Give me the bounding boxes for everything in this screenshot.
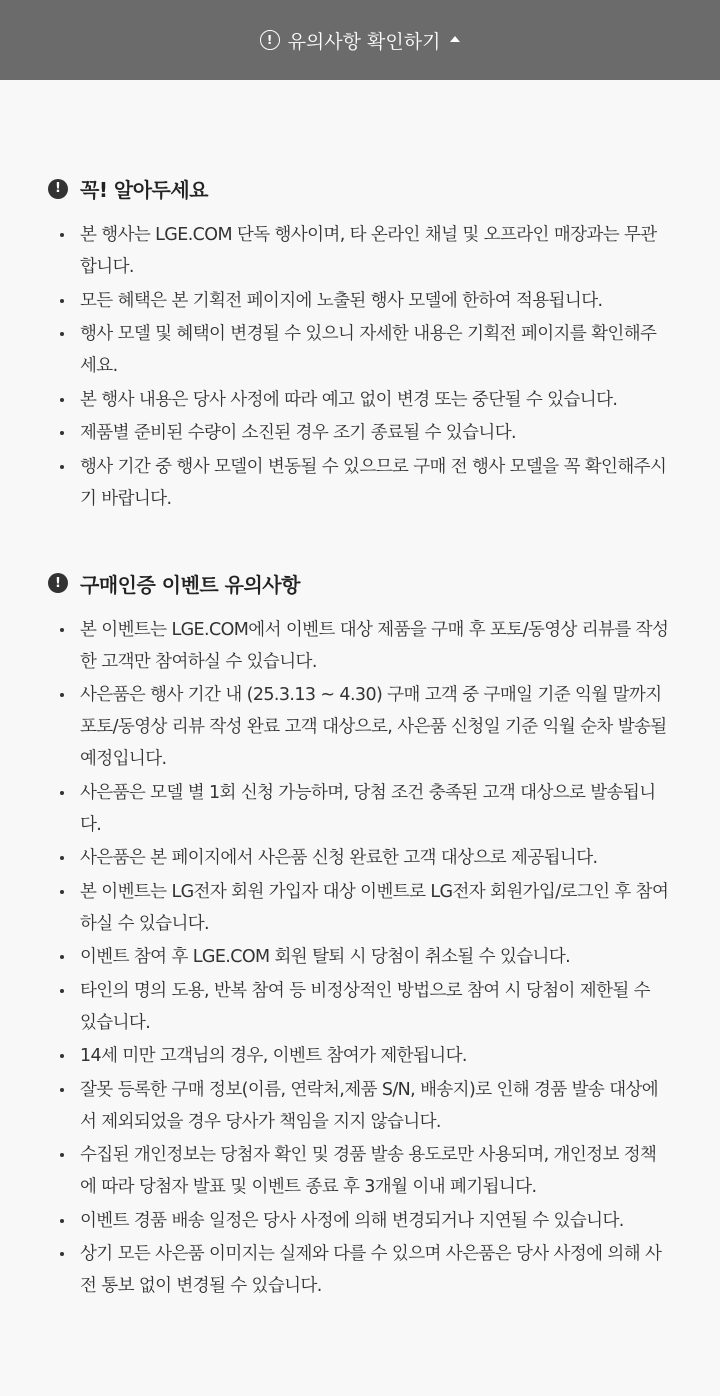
alert-icon: ! — [48, 179, 68, 199]
notice-list — [48, 219, 670, 515]
notice-section-purchase-event — [48, 569, 670, 1303]
list-item: 제품별 준비된 수량이 소진된 경우 조기 종료될 수 있습니다. — [48, 417, 670, 449]
list-item: 행사 모델 및 혜택이 변경될 수 있으니 자세한 내용은 기획전 페이지를 확인해주세요. — [48, 318, 670, 382]
section-title: 구매인증 이벤트 유의사항 — [80, 572, 300, 597]
list-item: 사은품은 본 페이지에서 사은품 신청 완료한 고객 대상으로 제공됩니다. — [48, 842, 670, 874]
list-item: 본 이벤트는 LG전자 회원 가입자 대상 이벤트로 LG전자 회원가입/로그인 후 참여하실 수 있습니다. — [48, 876, 670, 940]
list-item: 타인의 명의 도용, 반복 참여 등 비정상적인 방법으로 참여 시 당첨이 제한될 수 있습니다. — [48, 975, 670, 1039]
list-item: 행사 기간 중 행사 모델이 변동될 수 있으므로 구매 전 행사 모델을 꼭 확인해주시기 바랍니다. — [48, 451, 670, 515]
list-item: 본 행사 내용은 당사 사정에 따라 예고 없이 변경 또는 중단될 수 있습니다. — [48, 384, 670, 416]
list-item: 사은품은 모델 별 1회 신청 가능하며, 당첨 조건 충족된 고객 대상으로 발송됩니다. — [48, 777, 670, 841]
list-item: 이벤트 참여 후 LGE.COM 회원 탈퇴 시 당첨이 취소될 수 있습니다. — [48, 941, 670, 973]
notice-section-must-know — [48, 174, 670, 515]
list-item: 본 이벤트는 LGE.COM에서 이벤트 대상 제품을 구매 후 포토/동영상 리뷰를 작성한 고객만 참여하실 수 있습니다. — [48, 614, 670, 678]
section-header — [48, 569, 670, 598]
alert-icon: ! — [48, 573, 68, 593]
list-item: 본 행사는 LGE.COM 단독 행사이며, 타 온라인 채널 및 오프라인 매장과는 무관합니다. — [48, 219, 670, 283]
list-item: 잘못 등록한 구매 정보(이름, 연락처,제품 S/N, 배송지)로 인해 경품 발송 대상에서 제외되었을 경우 당사가 책임을 지지 않습니다. — [48, 1074, 670, 1138]
section-title: 꼭! 알아두세요 — [80, 178, 209, 202]
notice-toggle-button[interactable] — [0, 0, 720, 80]
notice-list — [48, 614, 670, 1303]
section-header — [48, 174, 670, 203]
notice-toggle-label: 유의사항 확인하기 — [287, 30, 441, 53]
info-circle-icon: ! — [260, 30, 280, 50]
list-item: 수집된 개인정보는 당첨자 확인 및 경품 발송 용도로만 사용되며, 개인정보 정책에 따라 당첨자 발표 및 이벤트 종료 후 3개월 이내 폐기됩니다. — [48, 1139, 670, 1203]
list-item: 상기 모든 사은품 이미지는 실제와 다를 수 있으며 사은품은 당사 사정에 의해 사전 통보 없이 변경될 수 있습니다. — [48, 1238, 670, 1302]
notice-content — [0, 80, 720, 1302]
caret-up-icon — [450, 36, 460, 42]
list-item: 사은품은 행사 기간 내 (25.3.13 ~ 4.30) 구매 고객 중 구매일 기준 익월 말까지 포토/동영상 리뷰 작성 완료 고객 대상으로, 사은품 신청일 기준 익월 순차 발송될 예정입니다. — [48, 679, 670, 775]
list-item: 모든 혜택은 본 기획전 페이지에 노출된 행사 모델에 한하여 적용됩니다. — [48, 285, 670, 317]
list-item: 14세 미만 고객님의 경우, 이벤트 참여가 제한됩니다. — [48, 1040, 670, 1072]
list-item: 이벤트 경품 배송 일정은 당사 사정에 의해 변경되거나 지연될 수 있습니다. — [48, 1205, 670, 1237]
